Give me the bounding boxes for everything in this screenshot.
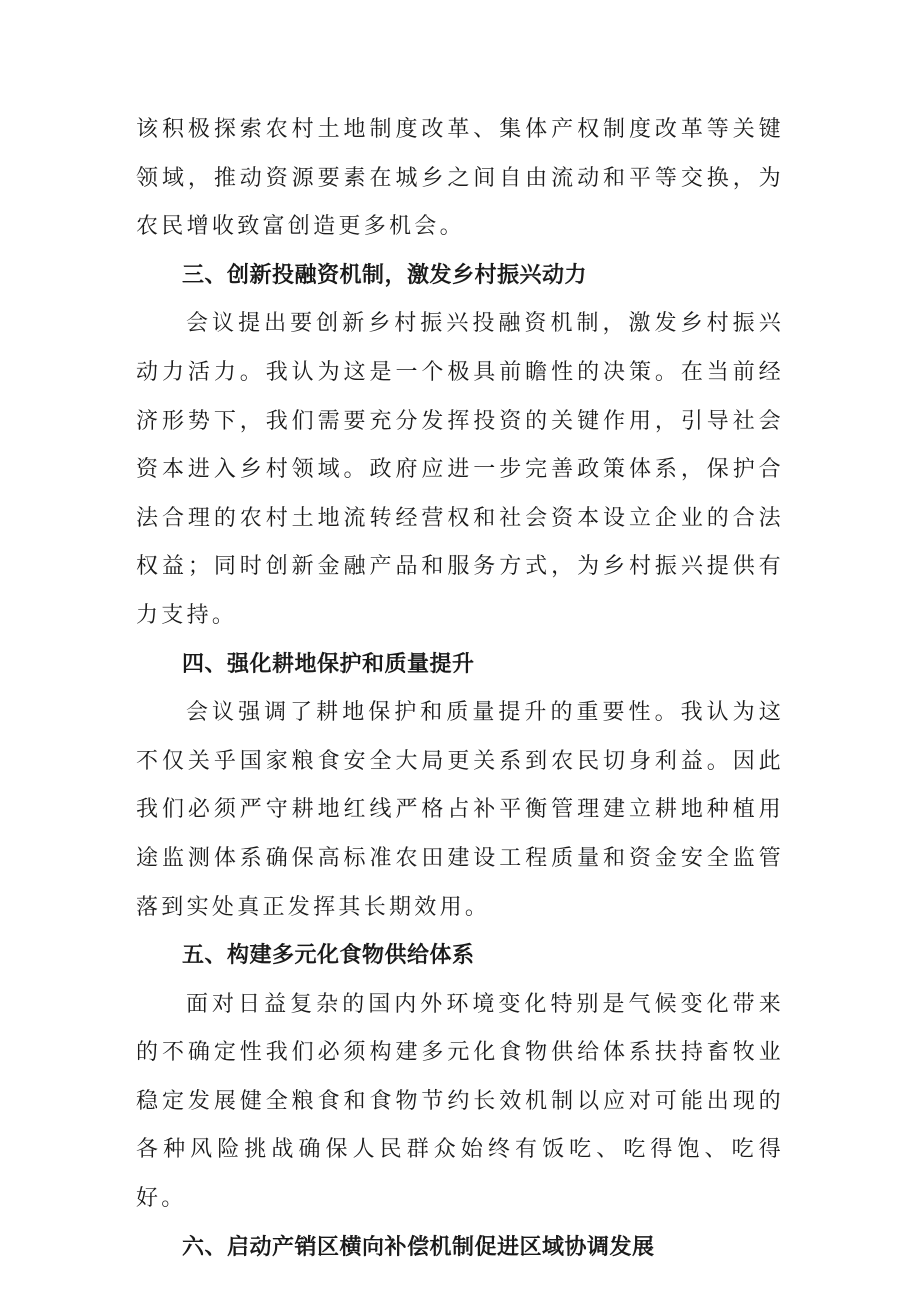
body-paragraph: 会议提出要创新乡村振兴投融资机制，激发乡村振兴动力活力。我认为这是一个极具前瞻性的决策。在当前经济形势下，我们需要充分发挥投资的关键作用，引导社会资本进入乡村领域。政府应进一步完善政策体系，保护合法合理的农村土地流转经营权和社会资本设立企业的合法权益；同时创新金融产品和服务方式，为乡村振兴提供有力支持。 xyxy=(136,311,784,628)
section-heading: 五、构建多元化食物供给体系 xyxy=(182,943,475,969)
body-paragraph: 该积极探索农村土地制度改革、集体产权制度改革等关键领域，推动资源要素在城乡之间自由流动和平等交换，为农民增收致富创造更多机会。 xyxy=(136,117,784,240)
body-paragraph: 面对日益复杂的国内外环境变化特别是气候变化带来的不确定性我们必须构建多元化食物供给体系扶持畜牧业稳定发展健全粮食和食物节约长效机制以应对可能出现的各种风险挑战确保人民群众始终有饭吃、吃得饱、吃得好。 xyxy=(136,991,784,1212)
document-page xyxy=(136,106,784,1272)
section-heading: 四、强化耕地保护和质量提升 xyxy=(182,651,475,677)
section-heading: 三、创新投融资机制，激发乡村振兴动力 xyxy=(182,262,588,288)
body-paragraph: 会议强调了耕地保护和质量提升的重要性。我认为这不仅关乎国家粮食安全大局更关系到农民切身利益。因此我们必须严守耕地红线严格占补平衡管理建立耕地种植用途监测体系确保高标准农田建设工程质量和资金安全监管落到实处真正发挥其长期效用。 xyxy=(136,700,784,920)
section-heading: 六、启动产销区横向补偿机制促进区域协调发展 xyxy=(182,1234,655,1260)
